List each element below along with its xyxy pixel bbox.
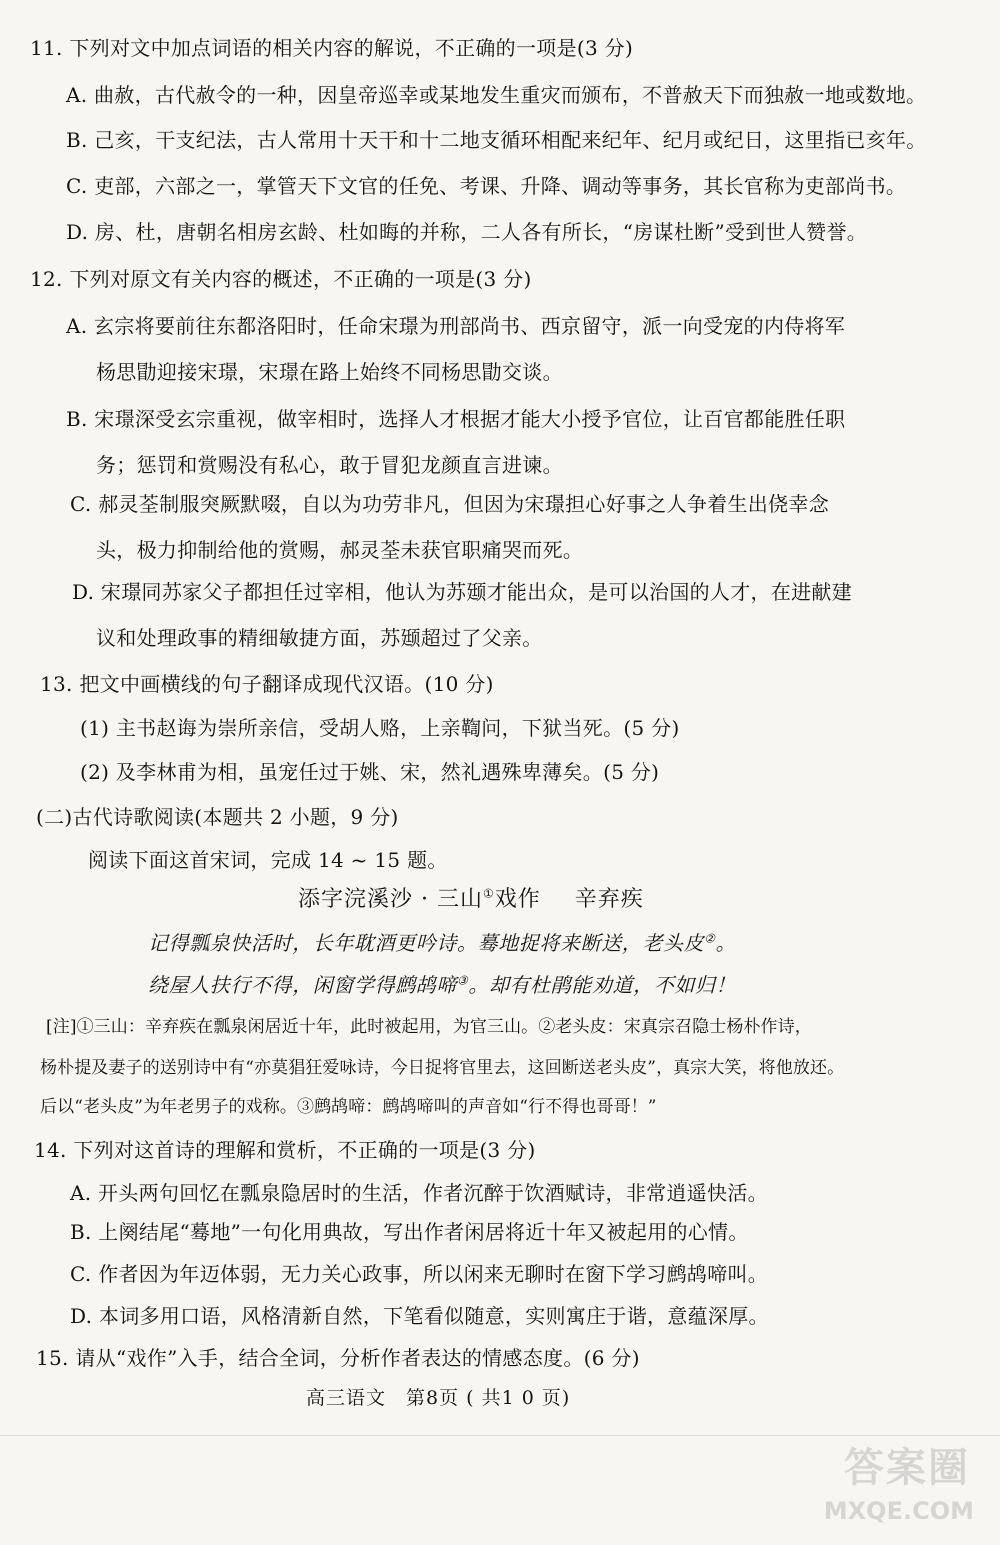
footnote-marker-2: ②: [704, 931, 716, 946]
q14-option-b: B. 上阕结尾“蓦地”一句化用典故，写出作者闲居将近十年又被起用的心情。: [70, 1220, 749, 1244]
watermark-logo: 答案圈: [844, 1445, 970, 1491]
q11-option-d: D. 房、杜，唐朝名相房玄龄、杜如晦的并称，二人各有所长，“房谋杜断”受到世人赞誉。: [66, 220, 868, 244]
q14-stem: 14. 下列对这首诗的理解和赏析，不正确的一项是(3 分): [34, 1138, 536, 1162]
q13-stem: 13. 把文中画横线的句子翻译成现代汉语。(10 分): [40, 672, 494, 696]
note-line-2: 杨朴提及妻子的送别诗中有“亦莫猖狂爱咏诗，今日捉将官里去，这回断送老头皮”，真宗大笑，将他放还。: [40, 1058, 845, 1078]
watermark-url: MXQE.COM: [823, 1497, 974, 1525]
q12-option-d-line1: D. 宋璟同苏家父子都担任过宰相，他认为苏颋才能出众，是可以治国的人才，在进献建: [72, 580, 853, 604]
poem-line-1-end: 。: [715, 931, 737, 955]
q12-option-c-line1: C. 郝灵荃制服突厥默啜，自以为功劳非凡，但因为宋璟担心好事之人争着生出侥幸念: [70, 492, 830, 516]
page-footer: 高三语文 第8页 ( 共1 0 页): [306, 1387, 571, 1409]
q15-stem: 15. 请从“戏作”入手，结合全词，分析作者表达的情感态度。(6 分): [36, 1346, 640, 1370]
footnote-marker-3: ③: [457, 973, 469, 988]
poem-line-2-end: 。却有杜鹃能劝道，不如归！: [468, 973, 737, 997]
poem-title-part-1: 添字浣溪沙 · 三山: [298, 887, 483, 912]
poem-title: [298, 886, 644, 914]
q12-option-a-line1: A. 玄宗将要前往东都洛阳时，任命宋璟为刑部尚书、西京留守，派一向受宠的内侍将军: [66, 314, 846, 338]
q14-option-a: A. 开头两句回忆在瓢泉隐居时的生活，作者沉醉于饮酒赋诗，非常逍遥快活。: [70, 1181, 768, 1205]
q12-option-b-line2: 务；惩罚和赏赐没有私心，敢于冒犯龙颜直言进谏。: [96, 453, 563, 477]
q11-option-b: B. 己亥，干支纪法，古人常用十天干和十二地支循环相配来纪年、纪月或纪日，这里指已亥年。: [66, 128, 927, 152]
note-line-3: 后以“老头皮”为年老男子的戏称。③鹧鸪啼：鹧鸪啼叫的声音如“行不得也哥哥！”: [40, 1097, 657, 1117]
section-2-heading: (二)古代诗歌阅读(本题共 2 小题，9 分): [36, 805, 399, 829]
q12-stem: 12. 下列对原文有关内容的概述，不正确的一项是(3 分): [30, 267, 532, 291]
q13-sentence-1: (1) 主书赵诲为崇所亲信，受胡人赂，上亲鞫问，下狱当死。(5 分): [80, 716, 680, 740]
q14-option-c: C. 作者因为年迈体弱，无力关心政事，所以闲来无聊时在窗下学习鹧鸪啼叫。: [70, 1262, 769, 1286]
q12-option-a-line2: 杨思勖迎接宋璟，宋璟在路上始终不同杨思勖交谈。: [96, 360, 563, 384]
poem-line-1-text: 记得瓢泉快活时，长年耽酒更吟诗。蓦地捉将来断送，老头皮: [148, 931, 705, 955]
q14-option-d: D. 本词多用口语，风格清新自然，下笔看似随意，实则寓庄于谐，意蕴深厚。: [70, 1304, 769, 1328]
q12-option-d-line2: 议和处理政事的精细敏捷方面，苏颋超过了父亲。: [96, 626, 543, 650]
q11-option-c: C. 吏部，六部之一，掌管天下文官的任免、考课、升降、调动等事务，其长官称为吏部尚书。: [66, 174, 907, 198]
section-2-intro: 阅读下面这首宋词，完成 14 ~ 15 题。: [88, 848, 448, 872]
poem-author: 辛弃疾: [574, 887, 644, 912]
q11-stem: 11. 下列对文中加点词语的相关内容的解说，不正确的一项是(3 分): [30, 36, 634, 60]
poem-line-1: [148, 929, 736, 957]
q12-option-c-line2: 头，极力抑制给他的赏赐，郝灵荃未获官职痛哭而死。: [96, 538, 584, 562]
site-watermark: [810, 1419, 980, 1529]
q13-sentence-2: (2) 及李林甫为相，虽宠任过于姚、宋，然礼遇殊卑薄矣。(5 分): [80, 760, 660, 784]
poem-line-2: [148, 971, 736, 999]
footnote-marker-1: ①: [482, 886, 495, 901]
q11-option-a: A. 曲赦，古代赦令的一种，因皇帝巡幸或某地发生重灾而颁布，不普赦天下而独赦一地或数地。: [66, 83, 927, 107]
note-line-1: [注]①三山：辛弃疾在瓢泉闲居近十年，此时被起用，为官三山。②老头皮：宋真宗召隐士杨朴作诗，: [46, 1017, 812, 1037]
q12-option-b-line1: B. 宋璟深受玄宗重视，做宰相时，选择人才根据才能大小授予官位，让百官都能胜任职: [66, 407, 846, 431]
poem-line-2-text: 绕屋人扶行不得，闲窗学得鹧鸪啼: [148, 973, 457, 997]
poem-title-part-2: 戏作: [494, 887, 541, 912]
